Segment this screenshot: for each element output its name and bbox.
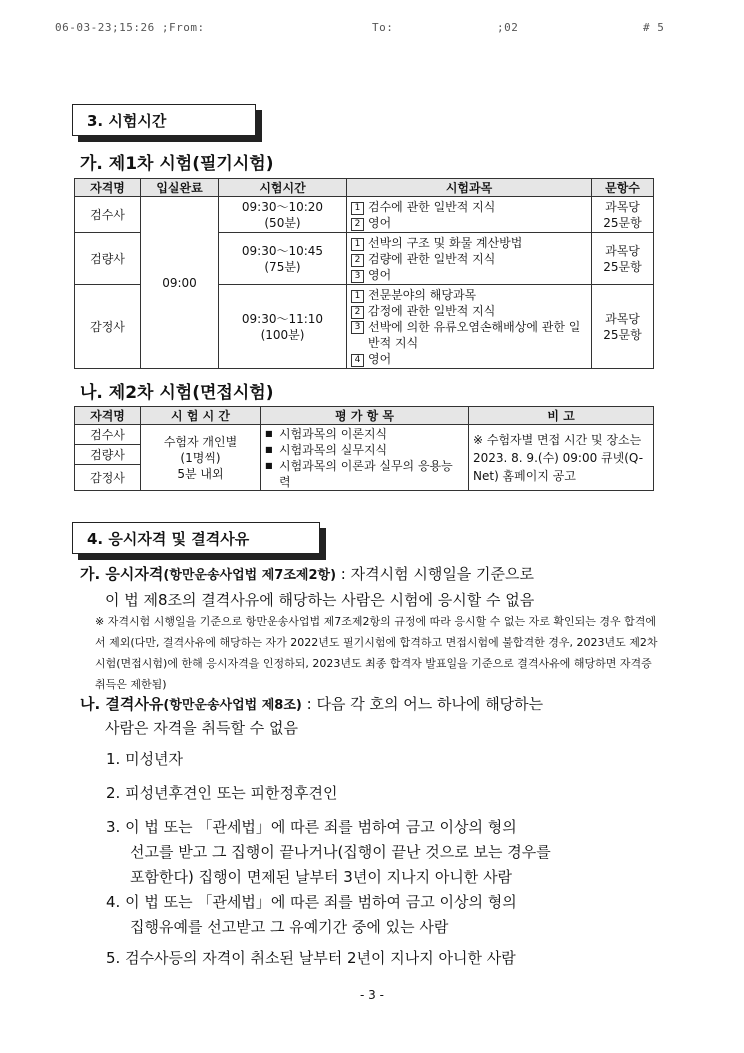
eligibility-para	[80, 562, 670, 588]
cell-subjects: 1 선박의 구조 및 화물 계산방법 2 검량에 관한 일반적 지식 3 영어	[347, 233, 592, 285]
subject: 영어	[368, 215, 392, 230]
fax-header-to: To:	[372, 21, 394, 34]
eval-item: ■ 시험과목의 이론지식	[265, 426, 464, 442]
cell-time: 09:30～11:10 (100분)	[219, 285, 347, 369]
cell-eval-items	[261, 425, 469, 491]
table-row	[75, 197, 654, 233]
disqualification-para	[80, 692, 670, 718]
list-item-cont: 포함한다) 집행이 면제된 날부터 3년이 지나지 아니한 사람	[130, 868, 513, 886]
time-range: 09:30～10:20	[241, 199, 324, 214]
cell-time: 수험자 개인별 (1명씩) 5분 내외	[141, 425, 261, 491]
written-exam-table	[74, 178, 654, 369]
cell-name: 감정사	[75, 465, 141, 491]
eval-item: ■ 시험과목의 실무지식	[265, 442, 464, 458]
cell-name: 감정사	[75, 285, 141, 369]
cell-time: 09:30～10:45 (75분)	[219, 233, 347, 285]
time-duration: (50분)	[264, 215, 301, 230]
number-box: 1	[351, 238, 364, 251]
table-header-row	[75, 179, 654, 197]
col-header: 문항수	[592, 179, 654, 197]
eligibility-text-2: 이 법 제8조의 결격사유에 해당하는 사람은 시험에 응시할 수 없음	[105, 591, 535, 609]
cell-questions: 과목당 25문항	[592, 233, 654, 285]
number-box: 2	[351, 254, 364, 267]
fax-header-date: 06-03-23;15:26 ;From:	[55, 21, 205, 34]
cell-questions: 과목당 25문항	[592, 285, 654, 369]
cell-questions: 과목당 25문항	[592, 197, 654, 233]
interview-exam-table	[74, 406, 654, 491]
cell-name: 검량사	[75, 233, 141, 285]
section-4-title: 4. 응시자격 및 결격사유	[72, 522, 320, 554]
subject: 검수에 관한 일반적 지식	[368, 199, 496, 214]
cell-time	[219, 197, 347, 233]
list-item: 4. 이 법 또는 「관세법」에 따른 죄를 범하여 금고 이상의 형의	[106, 893, 517, 911]
eligibility-title: 가. 응시자격	[80, 565, 164, 583]
number-box: 1	[351, 290, 364, 303]
cell-name: 검수사	[75, 425, 141, 445]
page-number: - 3 -	[360, 988, 384, 1002]
cell-entry-time: 09:00	[141, 197, 219, 369]
number-box: 2	[351, 306, 364, 319]
list-item: 5. 검수사등의 자격이 취소된 날부터 2년이 지나지 아니한 사람	[106, 949, 516, 967]
disqualification-text-2: 사람은 자격을 취득할 수 없음	[105, 719, 298, 737]
table-row	[75, 425, 654, 445]
list-item: 2. 피성년후견인 또는 피한정후견인	[106, 784, 338, 802]
col-header: 입실완료	[141, 179, 219, 197]
number-box: 3	[351, 321, 364, 334]
cell-name: 검량사	[75, 445, 141, 465]
table-header-row	[75, 407, 654, 425]
list-item: 3. 이 법 또는 「관세법」에 따른 죄를 범하여 금고 이상의 형의	[106, 818, 517, 836]
fax-header-code: ;02	[497, 21, 519, 34]
disqualification-law: (항만운송사업법 제8조)	[163, 698, 302, 713]
subsection-written-exam: 가. 제1차 시험(필기시험)	[80, 154, 274, 174]
section-3-title: 3. 시험시간	[72, 104, 256, 136]
disqualification-text: : 다음 각 호의 어느 하나에 해당하는	[301, 695, 544, 713]
col-header: 시험시간	[219, 179, 347, 197]
list-item: 1. 미성년자	[106, 750, 184, 768]
col-header: 비 고	[469, 407, 654, 425]
col-header: 평 가 항 목	[261, 407, 469, 425]
eligibility-note: ※ 자격시험 시행일을 기준으로 항만운송사업법 제7조제2항의 규정에 따라 응시할 수 없는 자로 확인되는 경우 합격에서 제외(다만, 결격사유에 해당하는 자가 2022년도 필기시험에 합격하고 면접시험에 불합격한 경우, 2023년도 제2차 시험(면접시험)에 한해 응시자격을 인정하되, 2023년도 최종 합격자 발표일을 기준으로 결격사유에 해당하면 자격증 취득은 제한됨)	[95, 615, 658, 691]
cell-subjects: 1 전문분야의 해당과목 2 감정에 관한 일반적 지식 3 선박에 의한 유류오염손해배상에 관한 일반적 지식 4 영어	[347, 285, 592, 369]
col-header: 자격명	[75, 179, 141, 197]
number-box: 3	[351, 270, 364, 283]
col-header: 시 험 시 간	[141, 407, 261, 425]
eligibility-law: (항만운송사업법 제7조제2항)	[163, 568, 337, 583]
list-item-cont: 집행유예를 선고받고 그 유예기간 중에 있는 사람	[130, 918, 449, 936]
eligibility-text: : 자격시험 시행일을 기준으로	[336, 565, 535, 583]
number-box: 4	[351, 354, 364, 367]
number-box: 1	[351, 202, 364, 215]
list-item-cont: 선고를 받고 그 집행이 끝나거나(집행이 끝난 것으로 보는 경우를	[130, 843, 551, 861]
col-header: 시험과목	[347, 179, 592, 197]
fax-header-page: # 5	[643, 21, 665, 34]
disqualification-title: 나. 결격사유	[80, 695, 164, 713]
cell-subjects	[347, 197, 592, 233]
cell-remarks: ※ 수험자별 면접 시간 및 장소는 2023. 8. 9.(수) 09:00 큐넷(Q-Net) 홈페이지 공고	[469, 425, 654, 491]
cell-name: 검수사	[75, 197, 141, 233]
subsection-interview-exam: 나. 제2차 시험(면접시험)	[80, 383, 274, 403]
eval-item: ■ 시험과목의 이론과 실무의 응용능력	[265, 458, 464, 490]
col-header: 자격명	[75, 407, 141, 425]
number-box: 2	[351, 218, 364, 231]
